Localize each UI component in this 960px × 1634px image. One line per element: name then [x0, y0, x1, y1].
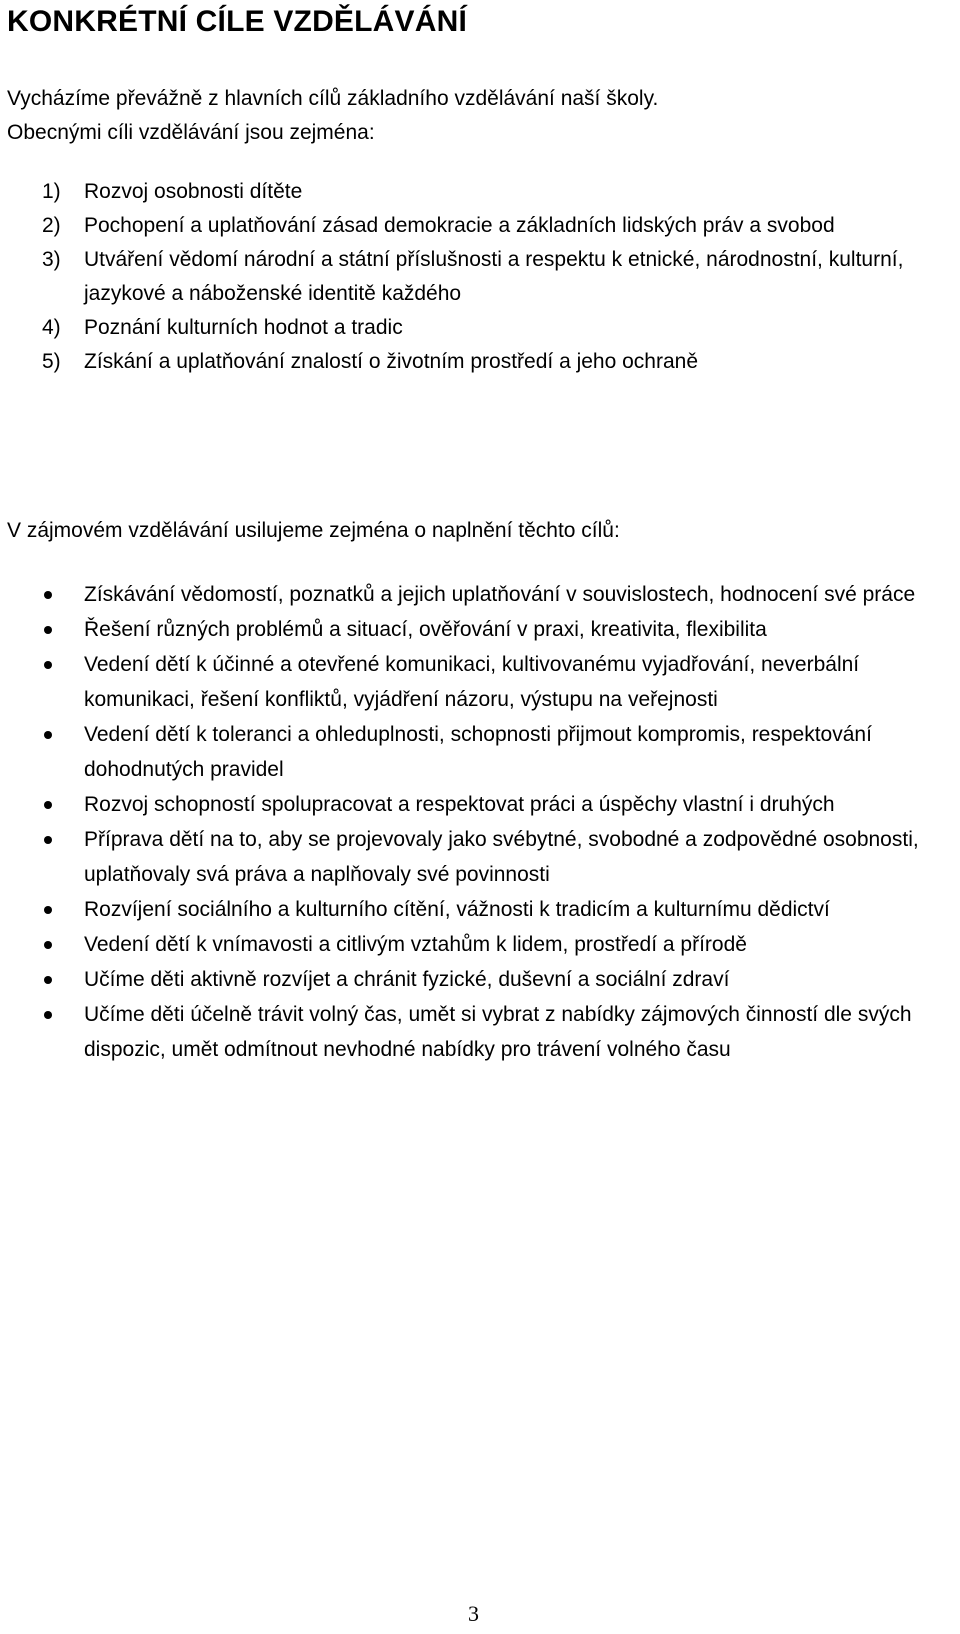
interest-goal-text: Příprava dětí na to, aby se projevovaly jako svébytné, svobodné a zodpovědné osobnosti, uplatňovaly svá práva a naplňovaly své povinnosti	[84, 828, 919, 886]
interest-goal-text: Vedení dětí k účinné a otevřené komunikaci, kultivovanému vyjadřování, neverbální komunikaci, řešení konfliktů, vyjádření názoru, výstupu na veřejnosti	[84, 653, 860, 711]
interest-goal-item	[42, 647, 954, 717]
goal-text: Utváření vědomí národní a státní příslušnosti a respektu k etnické, národnostní, kulturní, jazykové a náboženské identitě každého	[84, 248, 904, 305]
goal-number: 1)	[42, 180, 61, 203]
page-number: 3	[468, 1601, 479, 1626]
page-title: KONKRÉTNÍ CÍLE VZDĚLÁVÁNÍ	[7, 5, 468, 38]
bullet-icon	[44, 836, 52, 844]
interest-goal-item	[42, 927, 954, 962]
goal-number: 3)	[42, 248, 61, 271]
goal-number: 5)	[42, 350, 61, 373]
interest-goal-text: Rozvoj schopností spolupracovat a respektovat práci a úspěchy vlastní i druhých	[84, 793, 835, 816]
bullet-icon	[44, 591, 52, 599]
general-goal-item	[42, 175, 942, 209]
interest-goal-text: Učíme děti účelně trávit volný čas, umět si vybrat z nabídky zájmových činností dle svých dispozic, umět odmítnout nevhodné nabídky pro trávení volného času	[84, 1003, 912, 1061]
interest-goal-item	[42, 787, 954, 822]
interest-goals-heading: V zájmovém vzdělávání usilujeme zejména o naplnění těchto cílů:	[7, 519, 620, 542]
general-goal-item	[42, 345, 942, 379]
general-goal-item	[42, 243, 942, 311]
interest-goal-item	[42, 892, 954, 927]
general-goal-item	[42, 311, 942, 345]
interest-goal-item	[42, 717, 954, 787]
interest-goal-text: Získávání vědomostí, poznatků a jejich uplatňování v souvislostech, hodnocení své práce	[84, 583, 916, 606]
bullet-icon	[44, 626, 52, 634]
goal-text: Získání a uplatňování znalostí o životním prostředí a jeho ochraně	[84, 350, 699, 373]
intro-line: Vycházíme převážně z hlavních cílů základního vzdělávání naší školy.	[7, 87, 659, 110]
bullet-icon	[44, 941, 52, 949]
interest-goals-list	[42, 577, 954, 1067]
goal-number: 2)	[42, 214, 61, 237]
bullet-icon	[44, 906, 52, 914]
interest-goal-text: Učíme děti aktivně rozvíjet a chránit fyzické, duševní a sociální zdraví	[84, 968, 730, 991]
interest-goal-text: Vedení dětí k vnímavosti a citlivým vztahům k lidem, prostředí a přírodě	[84, 933, 747, 956]
bullet-icon	[44, 801, 52, 809]
interest-goal-text: Rozvíjení sociálního a kulturního cítění, vážnosti k tradicím a kulturnímu dědictví	[84, 898, 830, 921]
bullet-icon	[44, 976, 52, 984]
interest-goal-item	[42, 822, 954, 892]
goal-number: 4)	[42, 316, 61, 339]
interest-goal-item	[42, 577, 954, 612]
goal-text: Poznání kulturních hodnot a tradic	[84, 316, 403, 339]
intro-paragraph	[7, 82, 947, 150]
bullet-icon	[44, 731, 52, 739]
intro-line: Obecnými cíli vzdělávání jsou zejména:	[7, 121, 375, 144]
general-goals-list	[42, 175, 942, 379]
interest-goal-item	[42, 612, 954, 647]
goal-text: Rozvoj osobnosti dítěte	[84, 180, 303, 203]
general-goal-item	[42, 209, 942, 243]
interest-goal-text: Řešení různých problémů a situací, ověřování v praxi, kreativita, flexibilita	[84, 618, 767, 641]
bullet-icon	[44, 661, 52, 669]
interest-goal-item	[42, 962, 954, 997]
interest-goal-item	[42, 997, 954, 1067]
interest-goal-text: Vedení dětí k toleranci a ohleduplnosti, schopnosti přijmout kompromis, respektování dohodnutých pravidel	[84, 723, 872, 781]
goal-text: Pochopení a uplatňování zásad demokracie a základních lidských práv a svobod	[84, 214, 835, 237]
bullet-icon	[44, 1011, 52, 1019]
